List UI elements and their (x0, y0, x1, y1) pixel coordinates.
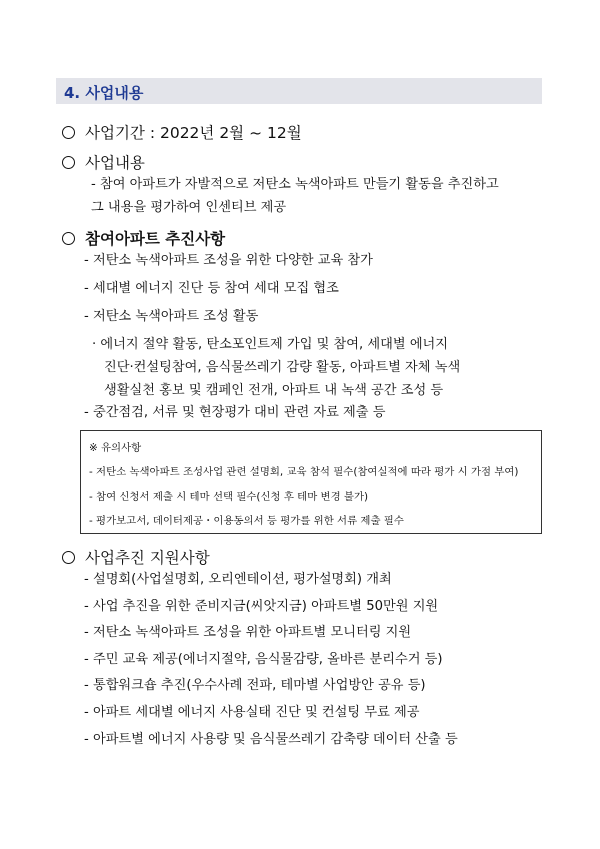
support-title: 사업추진 지원사항 (85, 549, 210, 567)
participation-item: - 저탄소 녹색아파트 조성을 위한 다양한 교육 참가 (84, 253, 373, 268)
activity-line-1: · 에너지 절약 활동, 탄소포인트제 가입 및 참여, 세대별 에너지 (92, 337, 449, 352)
notice-item: - 평가보고서, 데이터제공・이용동의서 등 평가를 위한 서류 제출 필수 (89, 515, 404, 527)
support-item: - 아파트 세대별 에너지 사용실태 진단 및 컨설팅 무료 제공 (84, 705, 420, 720)
interim-item: - 중간점검, 서류 및 현장평가 대비 관련 자료 제출 등 (84, 405, 386, 420)
support-item: - 설명회(사업설명회, 오리엔테이션, 평가설명회) 개최 (84, 572, 392, 587)
period-heading (62, 121, 302, 143)
support-item: - 저탄소 녹색아파트 조성을 위한 아파트별 모니터링 지원 (84, 625, 412, 640)
notice-box (80, 430, 542, 534)
content-line-1: - 참여 아파트가 자발적으로 저탄소 녹색아파트 만들기 활동을 추진하고 (91, 177, 499, 192)
activity-line-2: 진단·컨설팅참여, 음식물쓰레기 감량 활동, 아파트별 자체 녹색 (104, 360, 461, 375)
support-item: - 통합워크숍 추진(우수사례 전파, 테마별 사업방안 공유 등) (84, 678, 426, 693)
support-item: - 주민 교육 제공(에너지절약, 음식물감량, 올바른 분리수거 등) (84, 652, 443, 667)
support-heading (62, 546, 210, 568)
notice-item: - 저탄소 녹색아파트 조성사업 관련 설명회, 교육 참석 필수(참여실적에 따라 평가 시 가점 부여) (89, 466, 519, 478)
participation-item: - 저탄소 녹색아파트 조성 활동 (84, 309, 259, 324)
circle-bullet-icon (62, 156, 75, 169)
notice-item: - 참여 신청서 제출 시 테마 선택 필수(신청 후 테마 변경 불가) (89, 491, 369, 503)
activity-line-3: 생활실천 홍보 및 캠페인 전개, 아파트 내 녹색 공간 조성 등 (104, 383, 444, 398)
support-item: - 사업 추진을 위한 준비지금(씨앗지금) 아파트별 50만원 지원 (84, 599, 439, 614)
circle-bullet-icon (62, 126, 75, 139)
section-title: 4. 사업내용 (64, 84, 144, 102)
participation-title: 참여아파트 추진사항 (85, 230, 226, 248)
period-text: 사업기간 : 2022년 2월 ~ 12월 (85, 124, 302, 142)
notice-title: ※ 유의사항 (89, 442, 142, 454)
circle-bullet-icon (62, 551, 75, 564)
circle-bullet-icon (62, 232, 75, 245)
participation-heading (62, 227, 225, 249)
support-item: - 아파트별 에너지 사용량 및 음식물쓰레기 감축량 데이터 산출 등 (84, 732, 458, 747)
content-heading (62, 151, 145, 173)
section-header-bar (56, 78, 542, 104)
content-line-2: 그 내용을 평가하여 인센티브 제공 (91, 200, 287, 215)
content-title: 사업내용 (85, 154, 145, 172)
participation-item: - 세대별 에너지 진단 등 참여 세대 모집 협조 (84, 281, 339, 296)
